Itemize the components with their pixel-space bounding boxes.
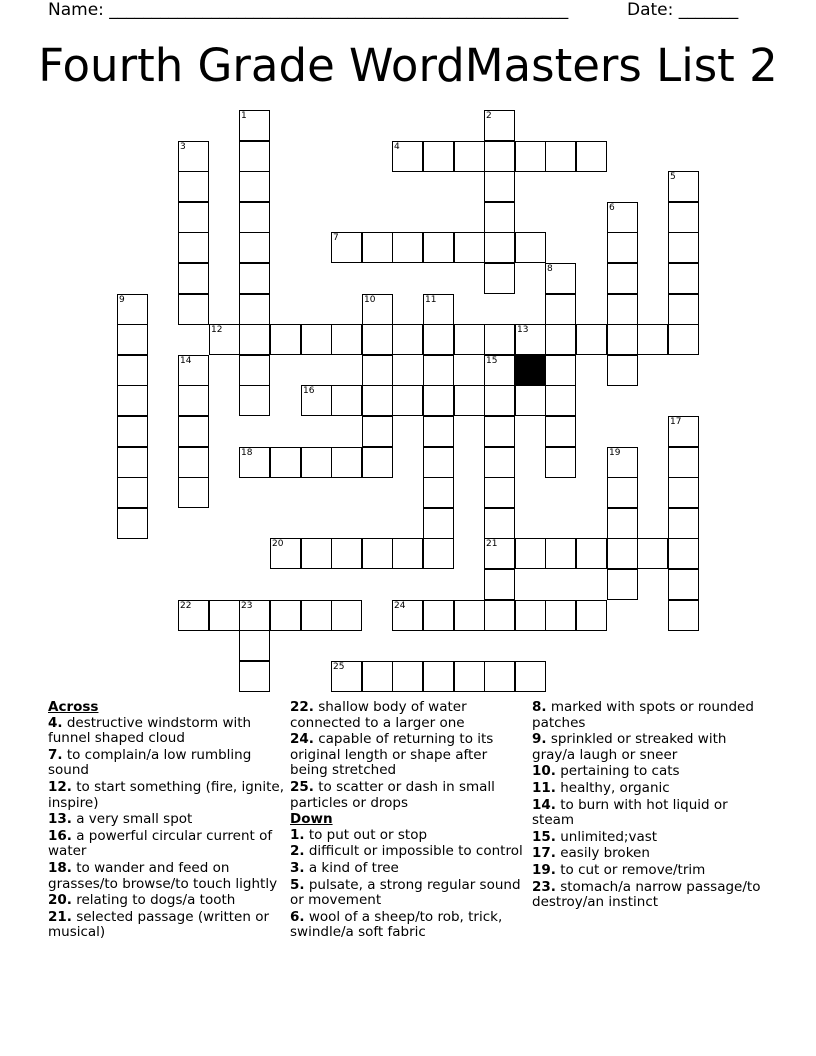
grid-cell[interactable] (668, 263, 699, 294)
cell-number: 23 (241, 601, 253, 611)
grid-cell[interactable] (484, 355, 515, 386)
grid-cell[interactable] (178, 294, 209, 325)
grid-cell[interactable] (270, 600, 301, 631)
grid-cell[interactable] (668, 232, 699, 263)
grid-cell[interactable] (515, 232, 546, 263)
grid-cell[interactable] (607, 202, 638, 233)
grid-cell[interactable] (668, 447, 699, 478)
clue-down-19: 19. to cut or remove/trim (532, 861, 706, 878)
grid-cell[interactable] (423, 232, 454, 263)
grid-cell[interactable] (239, 202, 270, 233)
grid-cell[interactable] (607, 447, 638, 478)
grid-cell[interactable] (423, 324, 454, 355)
grid-cell[interactable] (392, 324, 423, 355)
grid-cell[interactable] (515, 141, 546, 172)
grid-cell[interactable] (484, 661, 515, 692)
grid-cell[interactable] (362, 385, 393, 416)
grid-cell[interactable] (331, 447, 362, 478)
grid-cell[interactable] (117, 416, 148, 447)
clues-column-1 (48, 700, 284, 942)
clue-across-16: 16. a powerful circular current of water (48, 827, 273, 860)
clue-down-10: 10. pertaining to cats (532, 763, 680, 780)
grid-cell[interactable] (423, 477, 454, 508)
cell-number: 7 (333, 233, 339, 243)
cell-number: 25 (333, 662, 345, 672)
date-field[interactable]: Date: _______ (627, 0, 739, 20)
grid-cell[interactable] (117, 294, 148, 325)
grid-cell[interactable] (392, 385, 423, 416)
grid-cell[interactable] (484, 600, 515, 631)
grid-cell[interactable] (423, 661, 454, 692)
grid-cell[interactable] (545, 294, 576, 325)
grid-cell[interactable] (668, 538, 699, 569)
grid-cell[interactable] (454, 661, 485, 692)
grid-cell[interactable] (178, 232, 209, 263)
grid-cell[interactable] (301, 385, 332, 416)
grid-cell[interactable] (362, 447, 393, 478)
grid-cell[interactable] (668, 324, 699, 355)
grid-cell[interactable] (545, 600, 576, 631)
grid-cell[interactable] (362, 232, 393, 263)
clue-down-5: 5. pulsate, a strong regular sound or movement (290, 876, 521, 909)
grid-cell[interactable] (117, 447, 148, 478)
grid-cell[interactable] (301, 324, 332, 355)
grid-cell[interactable] (668, 508, 699, 539)
grid-cell[interactable] (454, 324, 485, 355)
grid-cell[interactable] (668, 202, 699, 233)
cell-number: 5 (670, 172, 676, 182)
clues-column-2 (290, 700, 526, 942)
grid-cell[interactable] (331, 324, 362, 355)
grid-cell[interactable] (117, 355, 148, 386)
across-heading: Across (48, 699, 99, 715)
cell-number: 21 (486, 539, 498, 549)
grid-cell[interactable] (239, 141, 270, 172)
clue-down-14: 14. to burn with hot liquid or steam (532, 796, 728, 829)
clue-across-4: 4. destructive windstorm with funnel shaped cloud (48, 714, 252, 747)
clue-down-23: 23. stomach/a narrow passage/to destroy/an instinct (532, 878, 761, 911)
grid-cell[interactable] (178, 600, 209, 631)
clue-across-13: 13. a very small spot (48, 811, 193, 828)
grid-cell[interactable] (239, 171, 270, 202)
grid-cell[interactable] (545, 263, 576, 294)
grid-cell[interactable] (239, 630, 270, 661)
grid-cell[interactable] (545, 385, 576, 416)
clue-across-7: 7. to complain/a low rumbling sound (48, 746, 252, 779)
cell-number: 12 (211, 325, 223, 335)
grid-cell[interactable] (545, 141, 576, 172)
grid-cell[interactable] (423, 600, 454, 631)
grid-cell[interactable] (454, 232, 485, 263)
down-heading: Down (290, 811, 333, 828)
grid-cell[interactable] (423, 416, 454, 447)
clue-down-9: 9. sprinkled or streaked with gray/a laugh or sneer (532, 731, 727, 763)
grid-cell[interactable] (515, 385, 546, 416)
grid-cell[interactable] (637, 538, 668, 569)
grid-cell[interactable] (178, 447, 209, 478)
grid-cell[interactable] (668, 600, 699, 631)
cell-number: 4 (394, 142, 400, 152)
cell-number: 17 (670, 417, 682, 427)
grid-cell[interactable] (331, 232, 362, 263)
grid-cell[interactable] (607, 569, 638, 600)
grid-cell[interactable] (484, 141, 515, 172)
cell-number: 13 (517, 325, 529, 335)
grid-cell[interactable] (392, 538, 423, 569)
grid-cell[interactable] (484, 385, 515, 416)
grid-cell[interactable] (178, 385, 209, 416)
clue-across-12: 12. to start something (fire, ignite, inspire) (48, 778, 284, 811)
grid-cell[interactable] (423, 538, 454, 569)
grid-cell[interactable] (545, 538, 576, 569)
grid-cell[interactable] (484, 171, 515, 202)
grid-cell[interactable] (515, 538, 546, 569)
grid-cell[interactable] (392, 661, 423, 692)
grid-cell[interactable] (545, 447, 576, 478)
grid-cell[interactable] (545, 416, 576, 447)
grid-cell[interactable] (484, 477, 515, 508)
clue-across-18: 18. to wander and feed on grasses/to browse/to touch lightly (48, 859, 278, 892)
grid-cell[interactable] (270, 324, 301, 355)
grid-cell[interactable] (668, 294, 699, 325)
grid-cell[interactable] (484, 416, 515, 447)
cell-number: 6 (609, 203, 615, 213)
grid-cell[interactable] (239, 110, 270, 141)
cell-number: 15 (486, 356, 498, 366)
grid-cell[interactable] (423, 447, 454, 478)
grid-cell[interactable] (178, 202, 209, 233)
grid-cell[interactable] (331, 661, 362, 692)
grid-cell[interactable] (239, 661, 270, 692)
grid-cell[interactable] (423, 355, 454, 386)
grid-cell[interactable] (178, 416, 209, 447)
grid-cell[interactable] (545, 324, 576, 355)
clue-across-22: 22. shallow body of water connected to a larger one (290, 699, 467, 731)
grid-cell[interactable] (178, 263, 209, 294)
grid-cell[interactable] (576, 600, 607, 631)
cell-number: 19 (609, 448, 621, 458)
clue-across-21: 21. selected passage (written or musical) (48, 908, 270, 941)
grid-cell[interactable] (454, 600, 485, 631)
grid-cell[interactable] (423, 141, 454, 172)
grid-cell[interactable] (270, 447, 301, 478)
grid-cell[interactable] (454, 385, 485, 416)
grid-cell[interactable] (362, 355, 393, 386)
clue-down-2: 2. difficult or impossible to control (290, 843, 523, 860)
grid-cell[interactable] (484, 110, 515, 141)
cell-number: 2 (486, 111, 492, 121)
clue-down-11: 11. healthy, organic (532, 779, 670, 796)
cell-number: 10 (364, 295, 376, 305)
grid-cell[interactable] (117, 385, 148, 416)
grid-cell[interactable] (362, 661, 393, 692)
cell-number: 18 (241, 448, 253, 458)
grid-cell[interactable] (607, 477, 638, 508)
grid-cell[interactable] (423, 294, 454, 325)
grid-cell[interactable] (178, 141, 209, 172)
grid-cell[interactable] (668, 171, 699, 202)
page-title: Fourth Grade WordMasters List 2 (38, 39, 778, 92)
name-field[interactable]: Name: ______________________________________________________ (48, 0, 569, 20)
grid-cell[interactable] (454, 141, 485, 172)
clue-across-25: 25. to scatter or dash in small particles or drops (290, 778, 495, 811)
grid-cell[interactable] (668, 416, 699, 447)
grid-cell[interactable] (484, 508, 515, 539)
clue-down-8: 8. marked with spots or rounded patches (532, 699, 754, 731)
clue-down-15: 15. unlimited;vast (532, 828, 658, 845)
cell-number: 9 (119, 295, 125, 305)
clue-across-24: 24. capable of returning to its original length or shape after being stretched (290, 731, 494, 779)
grid-cell[interactable] (239, 324, 270, 355)
grid-cell[interactable] (331, 600, 362, 631)
clue-down-6: 6. wool of a sheep/to rob, trick, swindle/a soft fabric (290, 908, 503, 941)
grid-cell[interactable] (117, 477, 148, 508)
grid-cell[interactable] (423, 385, 454, 416)
grid-cell[interactable] (484, 324, 515, 355)
grid-cell[interactable] (331, 538, 362, 569)
grid-cell[interactable] (362, 416, 393, 447)
cell-number: 8 (547, 264, 553, 274)
grid-cell[interactable] (607, 324, 638, 355)
clue-down-3: 3. a kind of tree (290, 859, 399, 876)
cell-number: 11 (425, 295, 437, 305)
grid-cell[interactable] (392, 141, 423, 172)
cell-number: 16 (303, 386, 315, 396)
clues-column-3 (532, 700, 768, 912)
clue-down-1: 1. to put out or stop (290, 826, 428, 843)
grid-cell[interactable] (607, 294, 638, 325)
clue-across-20: 20. relating to dogs/a tooth (48, 892, 236, 909)
grid-cell[interactable] (239, 355, 270, 386)
grid-cell[interactable] (270, 538, 301, 569)
cell-number: 22 (180, 601, 192, 611)
grid-cell[interactable] (607, 355, 638, 386)
grid-cell[interactable] (484, 263, 515, 294)
grid-cell[interactable] (209, 324, 240, 355)
grid-cell[interactable] (668, 569, 699, 600)
grid-cell[interactable] (301, 538, 332, 569)
grid-cell[interactable] (515, 324, 546, 355)
cell-number: 20 (272, 539, 284, 549)
grid-cell[interactable] (362, 294, 393, 325)
grid-cell[interactable] (239, 447, 270, 478)
grid-cell[interactable] (607, 538, 638, 569)
grid-cell[interactable] (607, 263, 638, 294)
grid-cell[interactable] (668, 477, 699, 508)
grid-cell[interactable] (209, 600, 240, 631)
grid-cell[interactable] (239, 294, 270, 325)
grid-cell[interactable] (392, 232, 423, 263)
grid-cell[interactable] (484, 538, 515, 569)
grid-cell[interactable] (484, 447, 515, 478)
black-cell (515, 355, 546, 386)
grid-cell[interactable] (515, 661, 546, 692)
grid-cell[interactable] (301, 447, 332, 478)
grid-cell[interactable] (362, 538, 393, 569)
grid-cell[interactable] (576, 324, 607, 355)
grid-cell[interactable] (239, 263, 270, 294)
grid-cell[interactable] (301, 600, 332, 631)
grid-cell[interactable] (117, 508, 148, 539)
grid-cell[interactable] (117, 324, 148, 355)
grid-cell[interactable] (545, 355, 576, 386)
grid-cell[interactable] (576, 141, 607, 172)
grid-cell[interactable] (331, 385, 362, 416)
grid-cell[interactable] (423, 508, 454, 539)
grid-cell[interactable] (515, 600, 546, 631)
cell-number: 24 (394, 601, 406, 611)
grid-cell[interactable] (178, 171, 209, 202)
grid-cell[interactable] (484, 232, 515, 263)
cell-number: 14 (180, 356, 192, 366)
grid-cell[interactable] (637, 324, 668, 355)
grid-cell[interactable] (607, 508, 638, 539)
grid-cell[interactable] (607, 232, 638, 263)
grid-cell[interactable] (392, 600, 423, 631)
cell-number: 1 (241, 111, 247, 121)
cell-number: 3 (180, 142, 186, 152)
grid-cell[interactable] (484, 569, 515, 600)
grid-cell[interactable] (239, 232, 270, 263)
grid-cell[interactable] (362, 324, 393, 355)
grid-cell[interactable] (178, 355, 209, 386)
grid-cell[interactable] (239, 385, 270, 416)
grid-cell[interactable] (178, 477, 209, 508)
grid-cell[interactable] (484, 202, 515, 233)
clue-down-17: 17. easily broken (532, 845, 650, 862)
grid-cell[interactable] (239, 600, 270, 631)
grid-cell[interactable] (576, 538, 607, 569)
